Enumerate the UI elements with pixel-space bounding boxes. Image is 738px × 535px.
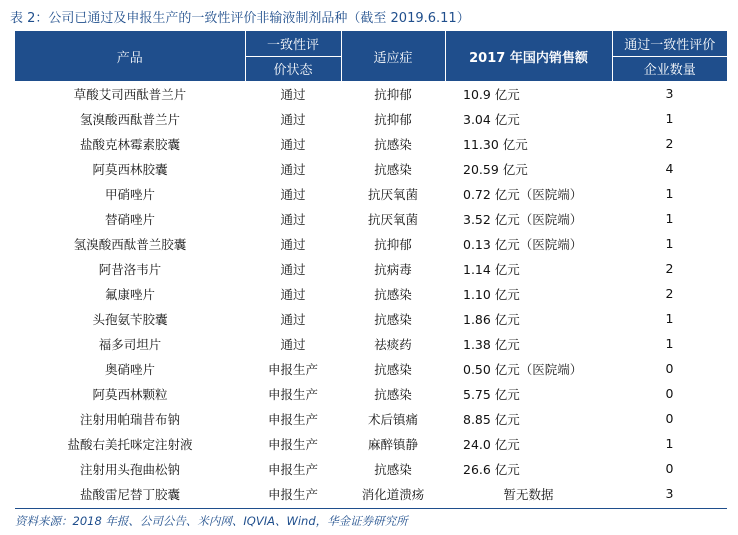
cell-indication: 抗抑郁 — [374, 86, 412, 102]
cell-status: 通过 — [280, 211, 306, 227]
table-row — [15, 206, 727, 231]
cell-product: 氟康唑片 — [104, 286, 155, 302]
cell-product: 替硝唑片 — [104, 211, 155, 227]
cell-sales: 24.0 亿元 — [463, 436, 520, 452]
cell-sales: 1.14 亿元 — [463, 261, 520, 277]
cell-product: 阿昔洛韦片 — [98, 261, 162, 277]
header-product: 产品 — [15, 31, 245, 81]
cell-product: 注射用帕瑞昔布钠 — [79, 411, 180, 427]
header-status-top: 一致性评 — [245, 31, 341, 56]
cell-indication: 抗感染 — [374, 286, 412, 302]
table-row — [15, 331, 727, 356]
header-status-bottom: 价状态 — [245, 56, 341, 81]
cell-companies: 1 — [665, 336, 674, 351]
cell-indication: 祛痰药 — [374, 336, 412, 352]
cell-status: 通过 — [280, 336, 306, 352]
header-companies-top: 通过一致性评价 — [612, 31, 727, 56]
table-row — [15, 156, 727, 181]
cell-status: 通过 — [280, 261, 306, 277]
table-row — [15, 181, 727, 206]
cell-indication: 抗抑郁 — [374, 236, 412, 252]
cell-indication: 消化道溃疡 — [361, 486, 425, 502]
cell-status: 申报生产 — [267, 361, 318, 377]
cell-sales: 11.30 亿元 — [463, 136, 528, 152]
cell-sales: 20.59 亿元 — [463, 161, 528, 177]
cell-product: 奥硝唑片 — [104, 361, 155, 377]
cell-product: 盐酸右美托咪定注射液 — [67, 436, 193, 452]
cell-status: 通过 — [280, 286, 306, 302]
cell-companies: 0 — [665, 386, 674, 401]
table-header — [15, 31, 727, 81]
cell-companies: 0 — [665, 361, 674, 376]
table-row — [15, 456, 727, 481]
cell-companies: 1 — [665, 111, 674, 126]
cell-status: 通过 — [280, 186, 306, 202]
cell-product: 盐酸克林霉素胶囊 — [79, 136, 180, 152]
cell-indication: 抗感染 — [374, 361, 412, 377]
cell-indication: 术后镇痛 — [367, 411, 418, 427]
cell-companies: 2 — [665, 136, 674, 151]
cell-sales: 3.52 亿元（医院端） — [463, 211, 583, 227]
cell-indication: 抗感染 — [374, 386, 412, 402]
cell-companies: 1 — [665, 236, 674, 251]
cell-companies: 3 — [665, 86, 674, 101]
cell-indication: 抗厌氧菌 — [367, 186, 418, 202]
cell-status: 申报生产 — [267, 411, 318, 427]
table-row — [15, 256, 727, 281]
cell-status: 通过 — [280, 311, 306, 327]
cell-product: 福多司坦片 — [98, 336, 162, 352]
cell-companies: 1 — [665, 211, 674, 226]
table-body — [15, 81, 727, 506]
cell-companies: 0 — [665, 411, 674, 426]
cell-sales: 1.38 亿元 — [463, 336, 520, 352]
table-row — [15, 406, 727, 431]
cell-product: 氢溴酸西酞普兰片 — [79, 111, 180, 127]
cell-indication: 抗抑郁 — [374, 111, 412, 127]
cell-indication: 麻醉镇静 — [367, 436, 418, 452]
table-row — [15, 481, 727, 506]
cell-status: 申报生产 — [267, 386, 318, 402]
cell-status: 通过 — [280, 111, 306, 127]
cell-status: 申报生产 — [267, 461, 318, 477]
cell-companies: 1 — [665, 186, 674, 201]
cell-companies: 0 — [665, 461, 674, 476]
cell-status: 通过 — [280, 136, 306, 152]
cell-companies: 2 — [665, 261, 674, 276]
table-row — [15, 281, 727, 306]
cell-companies: 3 — [665, 486, 674, 501]
cell-indication: 抗厌氧菌 — [367, 211, 418, 227]
cell-product: 阿莫西林颗粒 — [92, 386, 168, 402]
cell-sales: 10.9 亿元 — [463, 86, 520, 102]
cell-sales: 0.13 亿元（医院端） — [463, 236, 583, 252]
header-indication: 适应症 — [341, 31, 445, 81]
cell-indication: 抗感染 — [374, 136, 412, 152]
footer-divider — [15, 508, 727, 509]
cell-product: 盐酸雷尼替丁胶囊 — [79, 486, 180, 502]
cell-sales: 5.75 亿元 — [463, 386, 520, 402]
cell-indication: 抗感染 — [374, 161, 412, 177]
header-companies-bottom: 企业数量 — [612, 56, 727, 81]
cell-status: 通过 — [280, 161, 306, 177]
cell-status: 申报生产 — [267, 486, 318, 502]
header-sales: 2017 年国内销售额 — [445, 31, 612, 81]
cell-companies: 2 — [665, 286, 674, 301]
cell-sales: 0.72 亿元（医院端） — [463, 186, 583, 202]
cell-sales: 1.86 亿元 — [463, 311, 520, 327]
table-caption: 表 2：公司已通过及申报生产的一致性评价非输液制剂品种（截至 2019.6.11） — [10, 11, 470, 26]
cell-sales: 0.50 亿元（医院端） — [463, 361, 583, 377]
table-row — [15, 381, 727, 406]
cell-product: 氢溴酸西酞普兰胶囊 — [73, 236, 187, 252]
cell-status: 申报生产 — [267, 436, 318, 452]
table-row — [15, 106, 727, 131]
cell-status: 通过 — [280, 86, 306, 102]
cell-indication: 抗病毒 — [374, 261, 412, 277]
table-row — [15, 81, 727, 106]
cell-sales: 1.10 亿元 — [463, 286, 520, 302]
source-note: 资料来源：2018 年报、公司公告、米内网、IQVIA、Wind，华金证券研究所 — [15, 514, 408, 528]
cell-status: 通过 — [280, 236, 306, 252]
cell-sales: 3.04 亿元 — [463, 111, 520, 127]
table-row — [15, 231, 727, 256]
cell-companies: 4 — [665, 161, 674, 176]
table-row — [15, 131, 727, 156]
table-row — [15, 431, 727, 456]
cell-product: 甲硝唑片 — [104, 186, 155, 202]
table-row — [15, 356, 727, 381]
cell-indication: 抗感染 — [374, 311, 412, 327]
cell-product: 草酸艾司西酞普兰片 — [73, 86, 187, 102]
table-row — [15, 306, 727, 331]
cell-product: 注射用头孢曲松钠 — [79, 461, 180, 477]
cell-sales: 26.6 亿元 — [463, 461, 520, 477]
cell-companies: 1 — [665, 311, 674, 326]
products-table — [15, 31, 727, 506]
cell-indication: 抗感染 — [374, 461, 412, 477]
cell-companies: 1 — [665, 436, 674, 451]
cell-product: 阿莫西林胶囊 — [92, 161, 168, 177]
cell-sales: 暂无数据 — [503, 486, 554, 502]
cell-product: 头孢氨苄胶囊 — [92, 311, 168, 327]
cell-sales: 8.85 亿元 — [463, 411, 520, 427]
